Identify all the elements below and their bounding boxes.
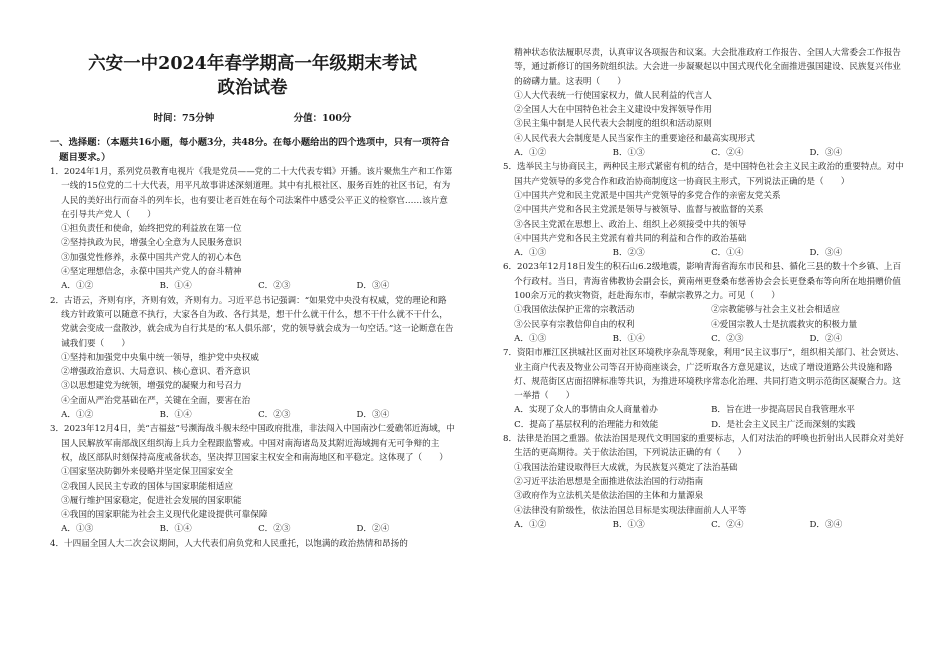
choice-b: B．①③ <box>612 148 645 159</box>
option: ①人大代表统一行使国家权力，做人民利益的代言人 <box>514 90 712 101</box>
question-7 <box>503 346 908 432</box>
option-row <box>503 418 908 432</box>
exam-score: 分值：100分 <box>293 113 352 124</box>
option: ①担负责任和使命，始终把党的利益放在第一位 <box>61 224 242 235</box>
option: ②习近平法治思想是全面推进依法治国的行动指南 <box>514 476 704 487</box>
question-2 <box>50 294 455 423</box>
option: ③各民主党派在思想上、政治上、组织上必须接受中共的领导 <box>514 219 747 230</box>
question-1 <box>50 165 455 294</box>
choice-a: A．①③ <box>514 248 547 259</box>
choice-d: D．③④ <box>809 519 843 530</box>
answer-choices <box>50 408 455 422</box>
choice-c: C．②③ <box>258 524 291 535</box>
choice-a: A．实现了众人的事情由众人商量着办 <box>514 405 658 416</box>
question-3 <box>50 422 455 536</box>
choice-a: A．①② <box>61 410 94 421</box>
exam-meta <box>50 110 455 124</box>
section-heading: 一、选择题：（本题共16小题，每小题3分，共48分。在每小题给出的四个选项中，只有一项符合题目要求。） <box>50 137 450 163</box>
answer-choices <box>50 279 455 293</box>
choice-c: C．②④ <box>711 519 744 530</box>
choice-d: D．是社会主义民主广泛而深刻的实践 <box>711 419 856 430</box>
left-column <box>50 0 455 551</box>
option: ③以思想建党为统领，增强党的凝聚力和号召力 <box>61 381 242 392</box>
option: ④法律没有阶级性，依法治国总目标是实现法律面前人人平等 <box>514 505 747 516</box>
question-stem: 1．2024年1月，系列党员教育电视片《我是党员——党的二十大代表专辑》开播。该片聚焦生产和工作第一线的15位党的二十大代表，用平凡故事讲述深刻道理。其中有扎根社区、服务百姓的社区书记，有为人民的美好出行而奋斗的列车长，也有要让老百姓在每个司法案件中感受公平正义的检察官……该片意在引导共产党人（ ） <box>50 167 453 220</box>
option: ④中国共产党和各民主党派有着共同的利益和合作的政治基础 <box>514 233 747 244</box>
option: ①坚持和加强党中央集中统一领导，维护党中央权威 <box>61 352 259 363</box>
question-stem: 2．古语云，齐则有序，齐则有效，齐则有力。习近平总书记强调：“如果党中央没有权威，党的理论和路线方针政策可以随意不执行，大家各自为政、各行其是，想干什么就干什么，想不干什么就不干什么，党就会变成一盘散沙，就会成为自行其是的‘私人俱乐部’，党的领导就会成为一句空话。”这一论断意在告诫我们要（ ） <box>50 295 454 349</box>
option: ④我国的国家职能为社会主义现代化建设提供可靠保障 <box>61 510 268 521</box>
choice-c: C．②④ <box>711 148 744 159</box>
choice-c: C．②③ <box>258 281 291 292</box>
option: ①我国依法保护正常的宗教活动 <box>514 305 635 316</box>
option: ②增强政治意识、大局意识、核心意识、看齐意识 <box>61 367 251 378</box>
question-stem: 精神状态依法履职尽责，认真审议各项报告和议案。大会批准政府工作报告、全国人大常委会工作报告等，通过新修订的国务院组织法。大会进一步凝聚起以中国式现代化全面推进强国建设、民族复兴伟业的磅礴力量。这表明（ ） <box>514 48 901 87</box>
choice-a: A．①② <box>514 519 547 530</box>
question-8 <box>503 432 908 532</box>
choice-b: B．①④ <box>159 410 192 421</box>
option: ③履行维护国家稳定，促进社会发展的国家职能 <box>61 495 242 506</box>
choice-d: D．③④ <box>809 148 843 159</box>
question-4-continued <box>503 46 908 160</box>
exam-subtitle: 政治试卷 <box>217 78 288 98</box>
question-stem: 5．选举民主与协商民主，两种民主形式紧密有机的结合，是中国特色社会主义民主政治的重要特点。对中国共产党领导的多党合作和政治协商制度这一协商民主形式，下列说法正确的是（ ） <box>503 162 904 187</box>
choice-d: D．②④ <box>356 524 390 535</box>
question-stem: 8．法律是治国之重器。依法治国是现代文明国家的重要标志，人们对法治的呼唤也折射出人民群众对美好生活的更高期待。关于依法治国，下列说法正确的有（ ） <box>503 434 904 459</box>
choice-b: B．①④ <box>612 333 645 344</box>
answer-choices <box>503 246 908 260</box>
choice-b: B．旨在进一步提高居民自我管理水平 <box>711 405 855 416</box>
option: ②全国人大在中国特色社会主义建设中发挥领导作用 <box>514 105 712 116</box>
option: ④爱国宗教人士是抗震救灾的积极力量 <box>711 319 858 330</box>
question-5 <box>503 160 908 260</box>
option: ④全面从严治党基础在严，关键在全面，要害在治 <box>61 395 251 406</box>
choice-d: D．③④ <box>809 248 843 259</box>
question-stem: 7．资阳市雁江区拱城社区面对社区环境秩序杂乱等现象，利用“民主议事厅”，组织相关部门、社会贤达、业主商户代表及物业公司等召开协商座谈会，广泛听取各方意见建议，达成了增设道路公共设施和路灯、规范街区店面招牌标准等共识，为推进环境秩序常态化治理、共同打造文明示范街区凝聚合力。这一举措（ ） <box>503 348 904 402</box>
choice-c: C．提高了基层权利的治理能力和效能 <box>514 419 659 430</box>
option: ④人民代表大会制度是人民当家作主的重要途径和最高实现形式 <box>514 133 755 144</box>
option: ③政府作为立法机关是依法治国的主体和力量源泉 <box>514 491 704 502</box>
option: ①中国共产党和民主党派是中国共产党领导的多党合作的亲密友党关系 <box>514 190 781 201</box>
option: ②宗教能够与社会主义社会相适应 <box>711 305 840 316</box>
question-4 <box>50 537 455 551</box>
choice-b: B．①③ <box>612 519 645 530</box>
choice-d: D．③④ <box>356 410 390 421</box>
choice-a: A．①③ <box>61 524 94 535</box>
choice-b: B．②③ <box>612 248 645 259</box>
option: ②中国共产党和各民主党派是领导与被领导、监督与被监督的关系 <box>514 205 764 216</box>
option-row <box>503 318 908 332</box>
option: ①国家坚决防御外来侵略并坚定保卫国家安全 <box>61 467 234 478</box>
answer-choices <box>503 518 908 532</box>
option: ①我国法治建设取得巨大成就，为民族复兴奠定了法治基础 <box>514 462 738 473</box>
answer-choices <box>50 522 455 536</box>
option: ②我国人民民主专政的国体与国家职能相适应 <box>61 481 234 492</box>
choice-b: B．①④ <box>159 281 192 292</box>
option: ③加强党性修养，永葆中国共产党人的初心本色 <box>61 252 242 263</box>
option-row <box>503 303 908 317</box>
question-stem: 6．2023年12月18日发生的积石山6.2级地震，影响青海省海东市民和县、循化三县的数十个乡镇、上百个行政村。当日，青海省佛教协会副会长，黄南州更登桑布慈善协会会长更登桑布等向所在地捐赠价值100余万元的救灾物资，赶赴海东市，奉献宗教界之力。可见（ ） <box>503 262 902 302</box>
choice-a: A．①② <box>61 281 94 292</box>
option: ③民主集中制是人民代表大会制度的组织和活动原则 <box>514 119 712 130</box>
right-column <box>503 0 908 532</box>
choice-c: C．①④ <box>711 248 744 259</box>
option: ③公民享有宗教信仰自由的权利 <box>514 319 635 330</box>
choice-a: A．①② <box>514 148 547 159</box>
choice-a: A．①③ <box>514 333 547 344</box>
choice-c: C．②③ <box>258 410 291 421</box>
question-stem: 3．2023年12月4日，美“吉福兹”号濒海战斗舰未经中国政府批准，非法闯入中国南沙仁爱礁邻近海域，中国人民解放军南部战区组织海上兵力全程跟监警戒。中国对南海诸岛及其附近海域拥有无可争辩的主权，战区部队时刻保持高度戒备状态，坚决捍卫国家主权安全和南海地区和平稳定。这体现了（ ） <box>50 424 455 463</box>
question-6 <box>503 260 908 346</box>
exam-title: 六安一中2024年春学期高一年级期末考试 <box>88 54 417 74</box>
exam-time: 时间：75分钟 <box>153 113 215 124</box>
answer-choices <box>503 146 908 160</box>
choice-b: B．①④ <box>159 524 192 535</box>
choice-d: D．③④ <box>356 281 390 292</box>
choice-d: D．②④ <box>809 333 843 344</box>
option: ④坚定理想信念，永葆中国共产党人的奋斗精神 <box>61 267 242 278</box>
choice-c: C．②③ <box>711 333 744 344</box>
option-row <box>503 403 908 417</box>
question-stem: 4．十四届全国人大二次会议期间，人大代表们肩负党和人民重托，以饱满的政治热情和昂扬的 <box>50 538 408 549</box>
option: ②坚持执政为民，增强全心全意为人民服务意识 <box>61 238 242 249</box>
answer-choices <box>503 332 908 346</box>
